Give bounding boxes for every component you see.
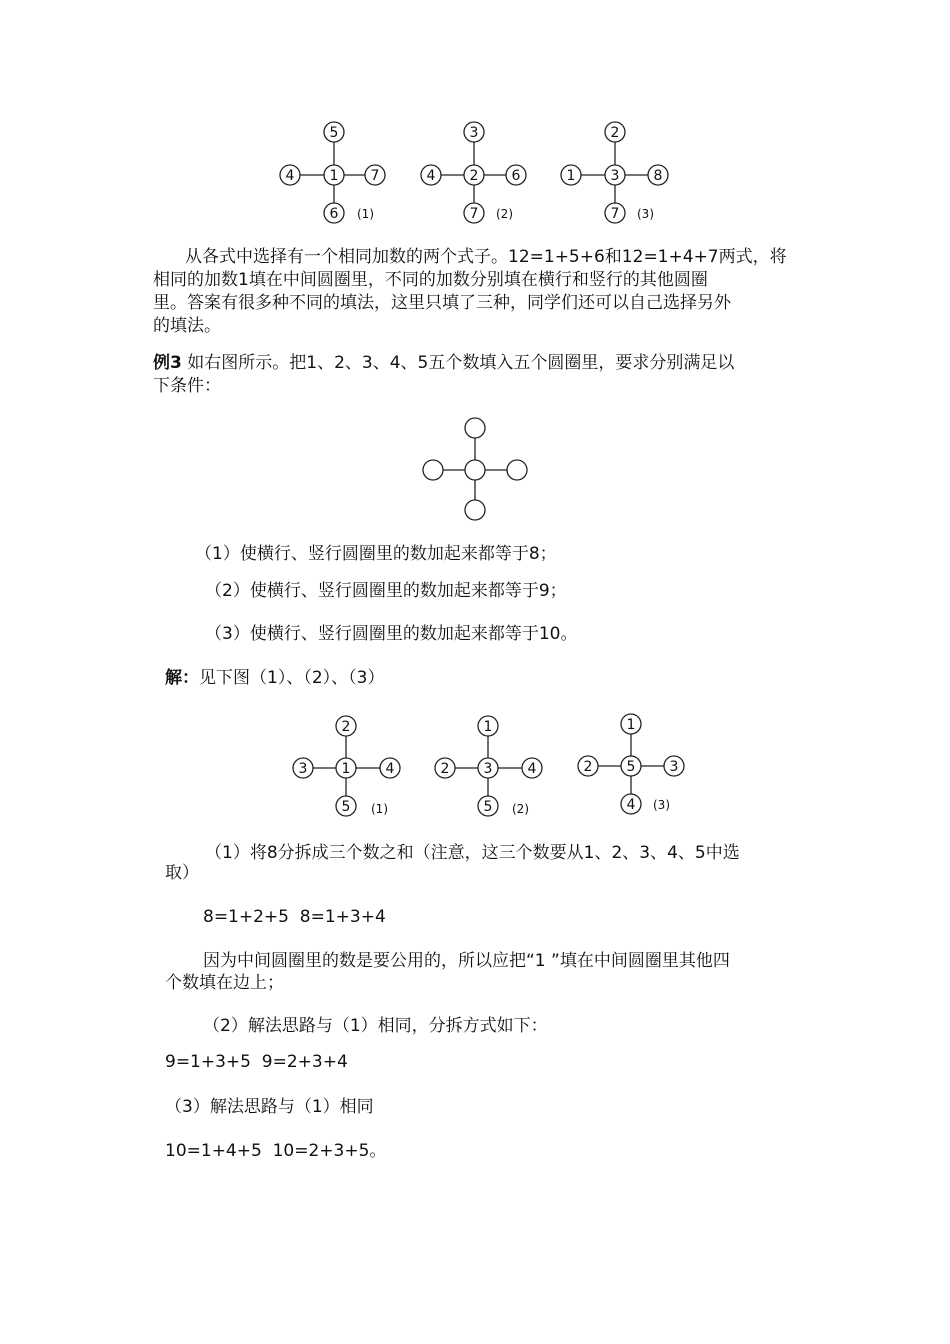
circle-left: 1 (566, 168, 576, 184)
circle-left: 2 (440, 761, 450, 777)
solution-figure-1 (291, 713, 401, 821)
figure-label: (2) (512, 802, 529, 816)
example3-label: 例3 (153, 353, 182, 373)
solution-text: 见下图（1）、（2）、（3） (199, 668, 385, 688)
empty-circle-left (423, 460, 443, 480)
explain-1-line2: 取） (165, 863, 199, 883)
circle-left: 4 (426, 168, 436, 184)
circle-right: 4 (385, 761, 395, 777)
circle-bottom: 7 (610, 206, 620, 222)
circle-right: 3 (669, 759, 679, 775)
empty-circle-bottom (465, 500, 485, 520)
circle-center: 5 (626, 759, 636, 775)
circle-right: 4 (527, 761, 537, 777)
explain-2-line1: 因为中间圆圈里的数是要公用的，所以应把“1 ”填在中间圆圈里其他四 (203, 951, 730, 971)
example3-text: 如右图所示。把1、2、3、4、5五个数填入五个圆圈里，要求分别满足以 (187, 353, 735, 373)
circle-center: 2 (469, 168, 479, 184)
circle-left: 3 (298, 761, 308, 777)
top-figure-2 (416, 118, 526, 226)
circle-center: 3 (610, 168, 620, 184)
solution-figure-2 (432, 713, 547, 821)
circle-left: 2 (583, 759, 593, 775)
empty-circle-center (465, 460, 485, 480)
circle-bottom: 4 (626, 797, 636, 813)
circle-center: 1 (341, 761, 351, 777)
circle-top: 1 (626, 717, 636, 733)
circle-right: 7 (370, 168, 380, 184)
circle-bottom: 5 (483, 799, 493, 815)
circle-right: 8 (653, 168, 663, 184)
top-figure-3 (557, 118, 672, 226)
circle-top: 3 (469, 125, 479, 141)
empty-cross-figure (420, 414, 530, 524)
circle-bottom: 5 (341, 799, 351, 815)
circle-bottom: 7 (469, 206, 479, 222)
explain-2-line2: 个数填在边上； (165, 973, 284, 993)
para1-line3: 里。答案有很多种不同的填法，这里只填了三种，同学们还可以自己选择另外 (153, 293, 731, 313)
condition-2: （2）使横行、竖行圆圈里的数加起来都等于9； (205, 581, 567, 601)
circle-bottom: 6 (329, 206, 339, 222)
condition-3: （3）使横行、竖行圆圈里的数加起来都等于10。 (205, 624, 578, 644)
circle-top: 2 (610, 125, 620, 141)
top-figure-1 (275, 118, 385, 226)
para1-line1: 从各式中选择有一个相同加数的两个式子。12=1+5+6和12=1+4+7两式，将 (185, 247, 787, 267)
example3-line1 (153, 352, 734, 374)
equation-3: 10=1+4+5 10=2+3+5。 (165, 1141, 387, 1161)
circle-top: 5 (329, 125, 339, 141)
explain-1-line1: （1）将8分拆成三个数之和（注意，这三个数要从1、2、3、4、5中选 (205, 843, 740, 863)
solution-line (165, 667, 384, 689)
figure-label: (3) (653, 798, 670, 812)
explain-4: （3）解法思路与（1）相同 (165, 1097, 374, 1117)
circle-center: 3 (483, 761, 493, 777)
circle-top: 2 (341, 719, 351, 735)
para1-line4: 的填法。 (153, 316, 221, 336)
equation-2: 9=1+3+5 9=2+3+4 (165, 1052, 348, 1072)
solution-figure-3 (575, 711, 690, 819)
condition-1: （1）使横行、竖行圆圈里的数加起来都等于8； (195, 544, 557, 564)
explain-3: （2）解法思路与（1）相同，分拆方式如下： (203, 1016, 548, 1036)
circle-left: 4 (285, 168, 295, 184)
circle-top: 1 (483, 719, 493, 735)
figure-label: (2) (496, 207, 513, 221)
example3-line2: 下条件： (153, 376, 221, 396)
empty-circle-right (507, 460, 527, 480)
circle-right: 6 (511, 168, 521, 184)
circle-center: 1 (329, 168, 339, 184)
figure-label: (1) (371, 802, 388, 816)
figure-label: (1) (357, 207, 374, 221)
figure-label: (3) (637, 207, 654, 221)
equation-1: 8=1+2+5 8=1+3+4 (203, 907, 386, 927)
para1-line2: 相同的加数1填在中间圆圈里，不同的加数分别填在横行和竖行的其他圆圈 (153, 270, 708, 290)
empty-circle-top (465, 418, 485, 438)
solution-label: 解： (165, 668, 199, 688)
